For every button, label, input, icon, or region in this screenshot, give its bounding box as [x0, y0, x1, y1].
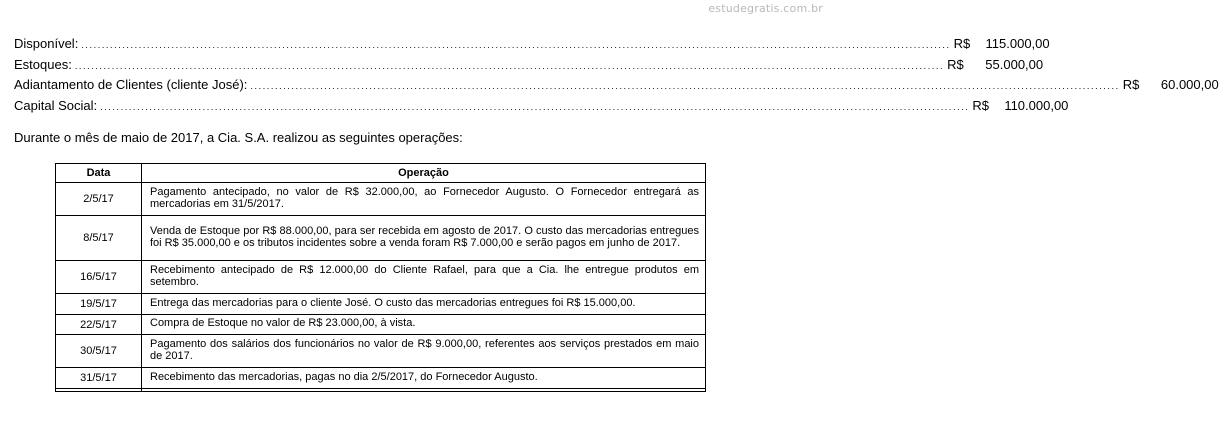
row-operation: Entrega das mercadorias para o cliente José. O custo das mercadorias entregues foi R$ 15.000,00.	[142, 294, 706, 315]
balance-amount: 110.000,00	[1004, 97, 1069, 113]
table-row	[56, 335, 706, 368]
spacer-cell	[142, 389, 706, 392]
balance-value	[1123, 75, 1219, 96]
row-date: 19/5/17	[56, 294, 142, 315]
row-operation: Recebimento antecipado de R$ 12.000,00 do Cliente Rafael, para que a Cia. lhe entregue produtos em setembro.	[142, 261, 706, 294]
row-date: 2/5/17	[56, 183, 142, 216]
currency-symbol: R$	[972, 97, 990, 113]
row-date: 30/5/17	[56, 335, 142, 368]
intro-text: Durante o mês de maio de 2017, a Cia. S.A. realizou as seguintes operações:	[14, 130, 463, 145]
balance-value	[954, 34, 1050, 55]
balance-amount: 55.000,00	[985, 56, 1044, 72]
spacer-cell	[56, 389, 142, 392]
row-operation: Venda de Estoque por R$ 88.000,00, para ser recebida em agosto de 2017. O custo das mercadorias entregues foi R$ 35.000,00 e os tributos incidentes sobre a venda foram R$ 7.000,00 e serão pagos em junho de 2017.	[142, 216, 706, 261]
balance-value	[947, 55, 1043, 76]
operation-column-header: Operação	[142, 164, 706, 183]
balance-list	[14, 34, 1219, 116]
balance-row	[14, 34, 1050, 55]
table-bottom-spacer	[56, 389, 706, 392]
leader-dots: ....................................................................................................................................................................................................................	[100, 101, 970, 112]
row-operation: Pagamento antecipado, no valor de R$ 32.000,00, ao Fornecedor Augusto. O Fornecedor entregará as mercadorias em 31/5/2017.	[142, 183, 706, 216]
balance-label: Estoques:	[14, 56, 72, 72]
balance-value	[972, 96, 1068, 117]
leader-dots: ....................................................................................................................................................................................................................	[250, 81, 1120, 91]
table-row	[56, 216, 706, 261]
row-date: 8/5/17	[56, 216, 142, 261]
leader-dots: ....................................................................................................................................................................................................................	[81, 40, 951, 50]
currency-symbol: R$	[947, 56, 964, 72]
leader-dots: ....................................................................................................................................................................................................................	[74, 60, 945, 71]
operations-table	[55, 163, 706, 392]
row-date: 31/5/17	[56, 368, 142, 389]
balance-amount: 60.000,00	[1160, 77, 1219, 92]
table-row	[56, 315, 706, 335]
row-operation: Compra de Estoque no valor de R$ 23.000,00, à vista.	[142, 315, 706, 335]
balance-label: Disponível:	[14, 36, 79, 51]
currency-symbol: R$	[1122, 77, 1140, 92]
table-row	[56, 183, 706, 216]
row-date: 22/5/17	[56, 315, 142, 335]
balance-label: Capital Social:	[14, 97, 98, 113]
row-operation: Pagamento dos salários dos funcionários no valor de R$ 9.000,00, referentes aos serviços prestados em maio de 2017.	[142, 335, 706, 368]
date-column-header: Data	[56, 164, 142, 183]
table-row	[56, 294, 706, 315]
currency-symbol: R$	[953, 36, 971, 51]
balance-label: Adiantamento de Clientes (cliente José):	[14, 77, 248, 92]
table-row	[56, 261, 706, 294]
watermark: estudegratis.com.br	[708, 2, 823, 15]
row-operation: Recebimento das mercadorias, pagas no dia 2/5/2017, do Fornecedor Augusto.	[142, 368, 706, 389]
row-date: 16/5/17	[56, 261, 142, 294]
table-row	[56, 368, 706, 389]
balance-row	[14, 55, 1044, 76]
balance-row	[14, 75, 1219, 96]
balance-row	[14, 96, 1069, 117]
table-header-row	[56, 164, 706, 183]
balance-amount: 115.000,00	[985, 36, 1050, 51]
